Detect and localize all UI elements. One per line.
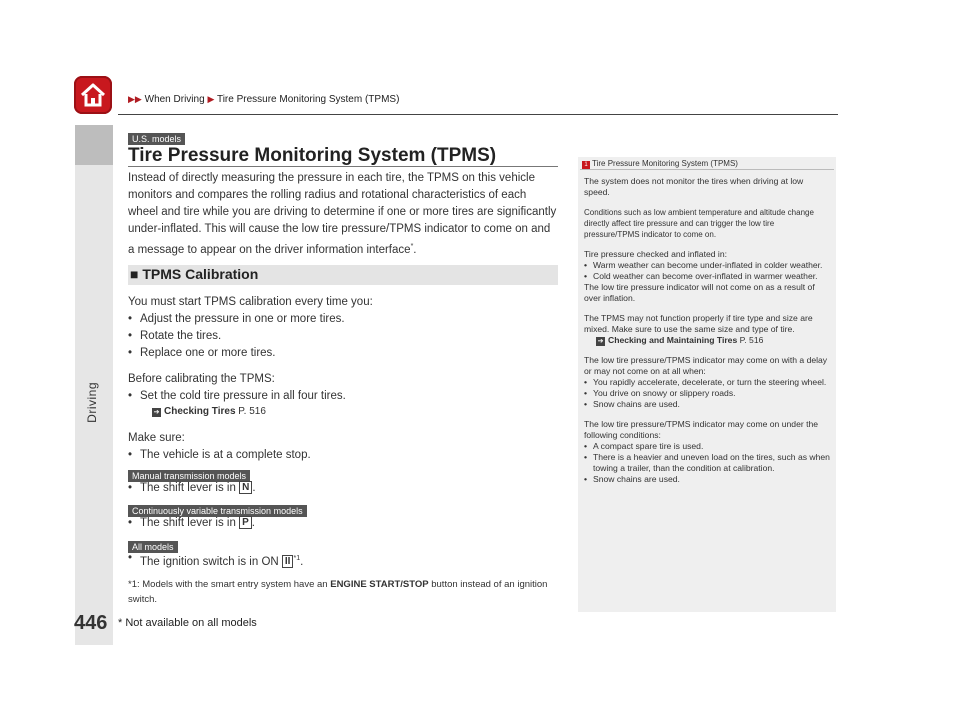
page-title: Tire Pressure Monitoring System (TPMS): [128, 145, 497, 166]
ignition-item: • The ignition switch is in ON II $^{*1}$.: [128, 550, 303, 571]
note-p2: Conditions such as low ambient temperature and altitude change directly affect tire pressure and can trigger the low tire pressure/TPMS indicator to come on.: [584, 208, 814, 239]
shift-p-item: • The shift lever is in P .: [128, 515, 255, 532]
notes-panel-title: 1 Tire Pressure Monitoring System (TPMS): [582, 159, 738, 169]
notes-title-rule: [580, 169, 834, 170]
key-on: II: [282, 555, 294, 568]
note-p1: The system does not monitor the tires when driving at low speed.: [584, 176, 804, 197]
list-item: • Snow chains are used.: [584, 474, 830, 485]
breadcrumb-link-when-driving[interactable]: When Driving: [144, 94, 205, 105]
before-text: Before calibrating the TPMS:: [128, 373, 275, 385]
xref-arrow-icon: ➔: [153, 409, 160, 416]
badge-cvt: Continuously variable transmission models: [128, 501, 307, 519]
breadcrumb: [128, 94, 399, 105]
badge-manual: Manual transmission models: [128, 466, 250, 484]
badge-us-models: U.S. models: [128, 129, 185, 147]
note-p3: Tire pressure checked and inflated in:: [584, 249, 727, 259]
note-p6: The low tire pressure/TPMS indicator may come on under the following conditions:: [584, 419, 819, 440]
list-item: • There is a heavier and uneven load on the tires, such as when towing a trailer, than the condition at calibration.: [584, 452, 830, 474]
intro-footnote-mark: *: [410, 243, 414, 250]
home-button[interactable]: [74, 76, 112, 114]
breadcrumb-arrow-icon: ▶: [207, 94, 215, 104]
notes-body: [584, 176, 830, 485]
calibration-body: [128, 294, 558, 420]
title-rule: [128, 166, 558, 167]
key-p: P: [239, 516, 252, 529]
before-list: [128, 388, 558, 405]
must-start-list: [128, 311, 558, 362]
breadcrumb-current: Tire Pressure Monitoring System (TPMS): [216, 94, 400, 105]
page-number: 446: [74, 612, 108, 634]
list-item: • Adjust the pressure in one or more tires.: [128, 311, 558, 328]
intro-paragraph: Instead of directly measuring the pressure in each tire, the TPMS on this vehicle monitors and compares the rolling radius and rotational characteristics of each wheel and tire while you are driving to determine if one or more tires are significantly under-inflated. This will cause the low tire pressure/TPMS indicator to come on and a message to appear on the driver information interface*.: [128, 172, 557, 256]
home-icon: [74, 76, 112, 114]
list-item: • A compact spare tire is used.: [584, 441, 830, 452]
section-title: ■ TPMS Calibration: [130, 266, 259, 282]
list-item: • Set the cold tire pressure in all four tires.: [128, 388, 558, 405]
list-item: • Rotate the tires.: [128, 328, 558, 345]
list-item: • Snow chains are used.: [584, 399, 830, 410]
xref-checking-maintaining[interactable]: ➔ Checking and Maintaining Tires P. 516: [597, 335, 764, 345]
list-item: • Cold weather can become over-inflated in warmer weather.: [584, 271, 830, 282]
note-p4: The TPMS may not function properly if tire type and size are mixed. Make sure to use the same size and type of tire.: [584, 313, 813, 334]
shift-n-item: • The shift lever is in N .: [128, 480, 256, 497]
badge-all-models: All models: [128, 537, 178, 555]
breadcrumb-arrow-icon: ▶▶: [128, 94, 142, 104]
list-item: • Replace one or more tires.: [128, 345, 558, 362]
footnote-ignition: *1: Models with the smart entry system have an ENGINE START/STOP button instead of an ignition switch.: [128, 579, 548, 605]
make-sure-text: Make sure:: [128, 432, 185, 444]
xref-checking-tires[interactable]: ➔ Checking Tires P. 516: [153, 406, 266, 417]
list-item: • You rapidly accelerate, decelerate, or turn the steering wheel.: [584, 377, 830, 388]
side-tab-top: [75, 125, 113, 165]
list-item: • The vehicle is at a complete stop.: [128, 447, 558, 464]
note-p5: The low tire pressure/TPMS indicator may come on with a delay or may not come on at all when:: [584, 355, 828, 376]
must-start-text: You must start TPMS calibration every time you:: [128, 296, 373, 308]
note-p3-tail: The low tire pressure indicator will not come on as a result of over inflation.: [584, 282, 815, 303]
list-item: • You drive on snowy or slippery roads.: [584, 388, 830, 399]
side-tab-label: Driving: [85, 382, 99, 423]
list-item: • Warm weather can become under-inflated in colder weather.: [584, 260, 830, 271]
availability-footnote: * Not available on all models: [118, 617, 257, 629]
header-rule: [118, 114, 838, 115]
make-sure-block: [128, 430, 558, 464]
note-icon: 1: [582, 161, 590, 169]
key-n: N: [239, 481, 252, 494]
xref-arrow-icon: ➔: [597, 338, 604, 345]
